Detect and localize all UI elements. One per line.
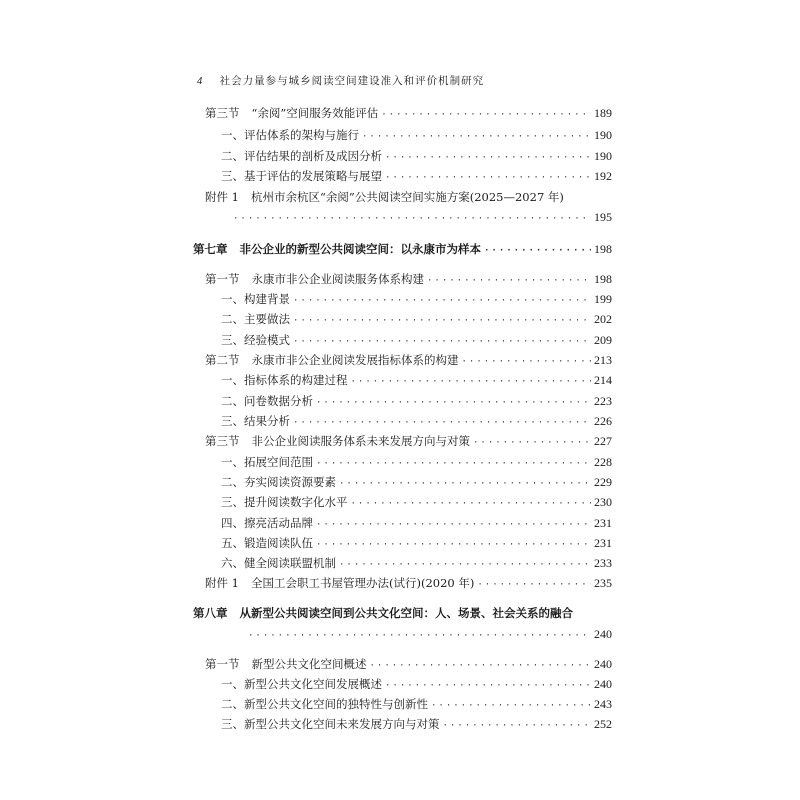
dot-leader	[316, 518, 591, 532]
page-ref: 240	[594, 627, 612, 641]
dot-leader	[316, 457, 591, 471]
page-ref: 240	[594, 677, 612, 691]
toc-entry[interactable]: 六、健全阅读联盟机制 ····· 233	[221, 556, 612, 572]
dot-leader	[443, 719, 592, 733]
page-ref: 233	[594, 556, 612, 570]
toc-entry[interactable]: 第三节 “余阅”空间服务效能评估 ····· 189	[205, 106, 612, 122]
page-ref: 231	[594, 536, 612, 550]
page-ref: 235	[594, 576, 612, 590]
page-ref: 243	[594, 697, 612, 711]
toc-entry[interactable]: 三、经验模式 ····· 209	[221, 333, 612, 349]
toc-entry[interactable]: 三、新型公共文化空间未来发展方向与对策 ····· 252	[221, 717, 612, 733]
page-ref: 202	[594, 312, 612, 326]
toc-entry[interactable]: 第三节 非公企业阅读服务体系未来发展方向与对策 ····· 227	[205, 434, 612, 450]
page-ref: 198	[594, 272, 612, 286]
page-ref: 209	[594, 333, 612, 347]
dot-leader	[381, 108, 591, 122]
dot-leader	[385, 151, 591, 165]
toc-entry[interactable]: 附件 1 杭州市余杭区“余阅”公共阅读空间实施方案(2025—2027 年)	[205, 190, 564, 204]
page-ref: 199	[594, 292, 612, 306]
dot-leader	[362, 130, 591, 144]
page-ref: 223	[594, 394, 612, 408]
page-ref: 229	[594, 475, 612, 489]
toc-entry[interactable]: 一、指标体系的构建过程 ····· 214	[221, 373, 612, 389]
toc-entry[interactable]: 四、擦亮活动品牌 ····· 231	[221, 516, 612, 532]
page-ref: 226	[594, 414, 612, 428]
dot-leader	[316, 538, 591, 552]
page-ref: 214	[594, 373, 612, 387]
toc-entry-continuation[interactable]	[230, 210, 612, 226]
page-ref: 252	[594, 717, 612, 731]
dot-leader	[431, 699, 591, 713]
toc-entry[interactable]: 附件 1 全国工会职工书屋管理办法(试行)(2020 年) ····· 235	[205, 576, 612, 592]
dot-leader	[370, 659, 592, 673]
page-number: 4	[197, 76, 204, 87]
page-ref: 198	[594, 242, 612, 256]
dot-leader	[462, 355, 592, 369]
toc-entry[interactable]: 第一节 新型公共文化空间概述 ····· 240	[205, 657, 612, 673]
dot-leader	[351, 497, 592, 511]
dot-leader	[484, 244, 591, 258]
toc-entry[interactable]: 二、主要做法 ····· 202	[221, 312, 612, 328]
page-ref: 227	[594, 434, 612, 448]
dot-leader	[293, 314, 591, 328]
dot-leader	[427, 274, 591, 288]
page-ref: 213	[594, 353, 612, 367]
dot-leader	[293, 294, 591, 308]
toc-entry[interactable]: 二、夯实阅读资源要素 ····· 229	[221, 475, 612, 491]
page-ref: 228	[594, 455, 612, 469]
toc-chapter[interactable]: 第七章 非公企业的新型公共阅读空间：以永康市为样本 ····· 198	[193, 242, 612, 258]
dot-leader	[248, 629, 591, 643]
page-ref: 230	[594, 495, 612, 509]
book-title: 社会力量参与城乡阅读空间建设准入和评价机制研究	[219, 75, 485, 87]
dot-leader	[339, 558, 591, 572]
dot-leader	[351, 375, 592, 389]
toc-entry[interactable]: 二、问卷数据分析 ····· 223	[221, 394, 612, 410]
toc-entry[interactable]: 一、新型公共文化空间发展概述 ····· 240	[221, 677, 612, 693]
toc-entry[interactable]: 一、拓展空间范围 ····· 228	[221, 455, 612, 471]
dot-leader	[316, 396, 591, 410]
toc-entry[interactable]: 二、评估结果的剖析及成因分析 ····· 190	[221, 149, 612, 165]
toc-entry[interactable]: 一、构建背景 ····· 199	[221, 292, 612, 308]
toc-entry[interactable]: 一、评估体系的架构与施行 ····· 190	[221, 128, 612, 144]
dot-leader	[385, 679, 591, 693]
toc-entry[interactable]: 二、新型公共文化空间的独特性与创新性 ····· 243	[221, 697, 612, 713]
page-ref: 189	[594, 106, 612, 120]
dot-leader	[293, 416, 591, 430]
toc-entry[interactable]: 三、提升阅读数字化水平 ····· 230	[221, 495, 612, 511]
page-ref: 190	[594, 149, 612, 163]
dot-leader	[473, 436, 591, 450]
page-ref: 231	[594, 516, 612, 530]
page-ref: 195	[594, 210, 612, 224]
toc-entry[interactable]: 五、锻造阅读队伍 ····· 231	[221, 536, 612, 552]
dot-leader	[339, 477, 591, 491]
page-ref: 192	[594, 169, 612, 183]
page-ref: 240	[594, 657, 612, 671]
toc-entry[interactable]: 第一节 永康市非公企业阅读服务体系构建 ····· 198	[205, 272, 612, 288]
dot-leader	[293, 335, 591, 349]
dot-leader	[233, 212, 591, 226]
page-ref: 190	[594, 128, 612, 142]
toc-entry[interactable]: 三、基于评估的发展策略与展望 ····· 192	[221, 169, 612, 185]
dot-leader	[385, 171, 591, 185]
toc-entry-continuation[interactable]	[245, 627, 612, 643]
dot-leader	[477, 578, 591, 592]
toc-chapter[interactable]: 第八章 从新型公共阅读空间到公共文化空间：人、场景、社会关系的融合	[193, 606, 573, 620]
toc-entry[interactable]: 三、结果分析 ····· 226	[221, 414, 612, 430]
toc-entry[interactable]: 第二节 永康市非公企业阅读发展指标体系的构建 ····· 213	[205, 353, 612, 369]
